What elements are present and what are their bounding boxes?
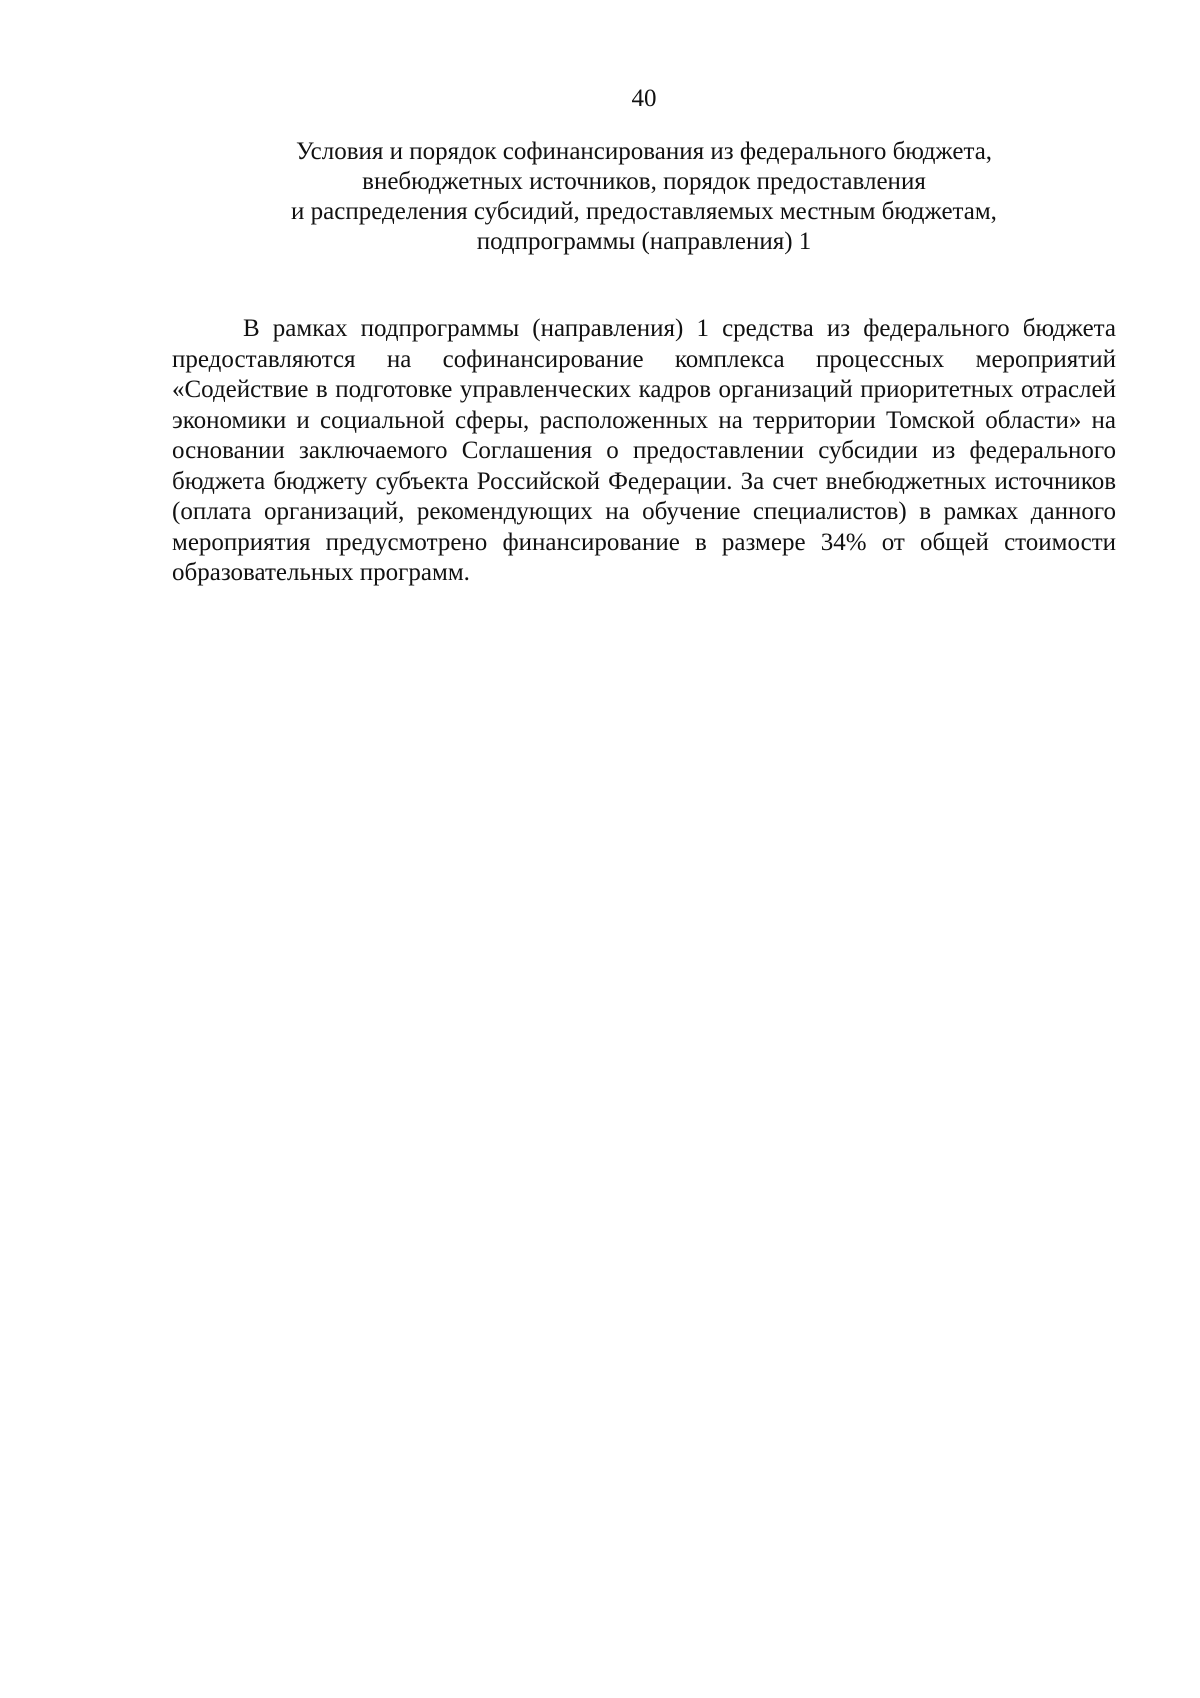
heading-line: Условия и порядок софинансирования из федерального бюджета, xyxy=(295,138,993,165)
heading-line: внебюджетных источников, порядок предоставления xyxy=(362,168,926,195)
section-heading xyxy=(172,137,1116,257)
heading-line: подпрограммы (направления) 1 xyxy=(476,228,812,255)
heading-line: и распределения субсидий, предоставляемых местным бюджетам, xyxy=(291,198,997,225)
body-paragraph: В рамках подпрограммы (направления) 1 средства из федерального бюджета предоставляются на софинансирование комплекса процессных мероприятий «Содействие в подготовке управленческих кадров организаций приоритетных отраслей экономики и социальной сферы, расположенных на территории Томской области» на основании заключаемого Соглашения о предоставлении субсидии из федерального бюджета бюджету субъекта Российской Федерации. За счет внебюджетных источников (оплата организаций, рекомендующих на обучение специалистов) в рамках данного мероприятия предусмотрено финансирование в размере 34% от общей стоимости образовательных программ. xyxy=(172,315,1116,586)
page-number: 40 xyxy=(631,85,657,112)
